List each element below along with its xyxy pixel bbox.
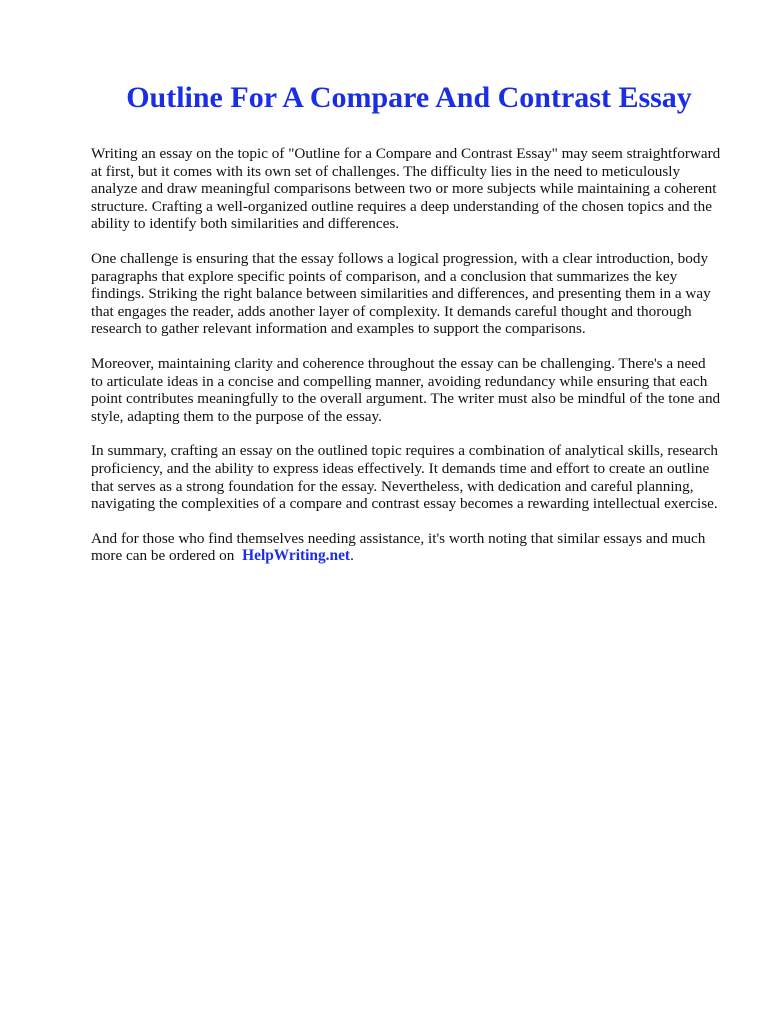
- paragraph-4: In summary, crafting an essay on the outlined topic requires a combination of analytical skills, research proficiency, and the ability to express ideas effectively. It demands time and effort to create an outline that serves as a strong foundation for the essay. Nevertheless, with dedication and careful planning, navigating the complexities of a compare and contrast essay becomes a rewarding intellectual exercise.: [91, 442, 718, 513]
- closing-paragraph: [91, 530, 721, 565]
- document-body: [91, 145, 721, 582]
- paragraph-1: Writing an essay on the topic of "Outline for a Compare and Contrast Essay" may seem straightforward at first, but it comes with its own set of challenges. The difficulty lies in the need to meticulously analyze and draw meaningful comparisons between two or more subjects while maintaining a coherent structure. Crafting a well-organized outline requires a deep understanding of the chosen topics and the ability to identify both similarities and differences.: [91, 145, 721, 233]
- paragraph-3: Moreover, maintaining clarity and coherence throughout the essay can be challenging. There's a need to articulate ideas in a concise and compelling manner, avoiding redundancy while ensuring that each point contributes meaningfully to the overall argument. The writer must also be mindful of the tone and style, adapting them to the purpose of the essay.: [91, 354, 721, 425]
- paragraph-2: One challenge is ensuring that the essay follows a logical progression, with a clear introduction, body paragraphs that explore specific points of comparison, and a conclusion that summarizes the key findings. Striking the right balance between similarities and differences, and presenting them in a way that engages the reader, adds another layer of complexity. It demands careful thought and thorough research to gather relevant information and examples to support the comparisons.: [91, 249, 711, 338]
- helpwriting-link[interactable]: HelpWriting.net: [242, 547, 351, 565]
- closing-text: And for those who find themselves needing assistance, it's worth noting that similar essays and much more can be ordered on: [91, 529, 706, 565]
- closing-period: .: [350, 547, 354, 565]
- page-title: Outline For A Compare And Contrast Essay: [126, 81, 692, 114]
